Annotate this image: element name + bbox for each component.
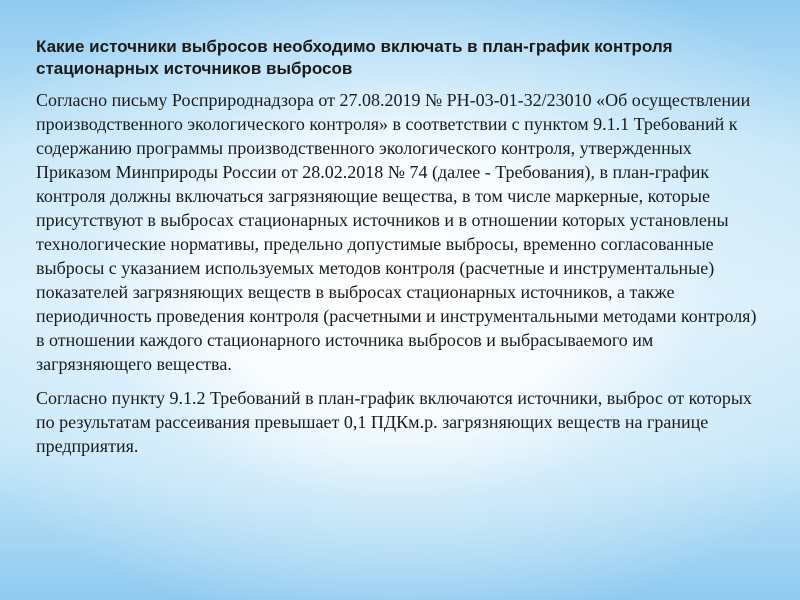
slide-heading: Какие источники выбросов необходимо включать в план-график контроля стационарных источников выбросов	[36, 37, 673, 78]
paragraph-requirements: Согласно письму Росприроднадзора от 27.08.2019 № РН-03-01-32/23010 «Об осуществлении производственного экологического контроля» в соответствии с пунктом 9.1.1 Требований к содержанию программы производственного экологического контроля, утвержденных Приказом Минприроды России от 28.02.2018 № 74 (далее - Требования), в план-график контроля должны включаться загрязняющие вещества, в том числе маркерные, которые присутствуют в выбросах стационарных источников и в отношении которых установлены технологические нормативы, предельно допустимые выбросы, временно согласованные выбросы с указанием используемых методов контроля (расчетные и инструментальные) показателей загрязняющих веществ в выбросах стационарных источников, а также периодичность проведения контроля (расчетными и инструментальными методами контроля) в отношении каждого стационарного источника выбросов и выбрасываемого им загрязняющего вещества.	[36, 90, 757, 374]
slide-content	[36, 36, 766, 468]
paragraph-dispersion: Согласно пункту 9.1.2 Требований в план-график включаются источники, выброс от которых по результатам рассеивания превышает 0,1 ПДКм.р. загрязняющих веществ на границе предприятия.	[36, 388, 752, 456]
